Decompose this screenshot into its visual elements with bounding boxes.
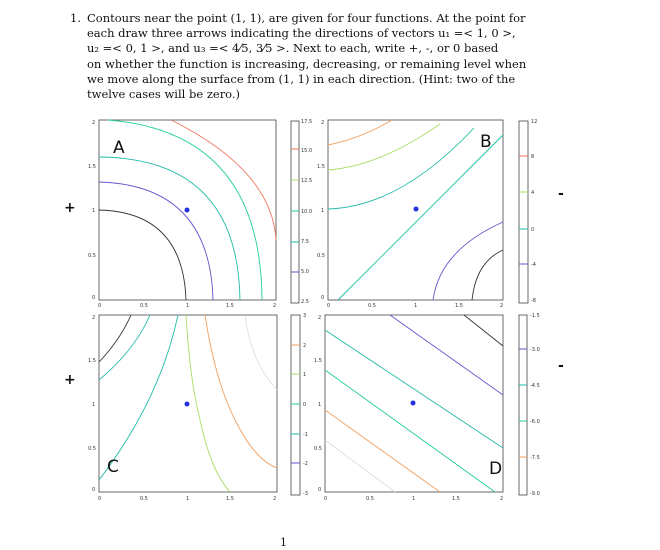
colorbar-frame	[291, 121, 299, 303]
colorbar-tick: -1	[303, 432, 308, 438]
x-tick-label: 2	[273, 303, 277, 309]
plot-a	[88, 120, 276, 309]
contour-line	[390, 315, 503, 395]
contour-line	[433, 222, 503, 300]
contour-line	[245, 315, 277, 390]
colorbar-tick: 0	[303, 402, 307, 408]
colorbar-b	[519, 119, 537, 304]
colorbar-tick: -9.0	[530, 491, 540, 497]
y-tick-label: 0	[92, 487, 96, 493]
contour-line	[328, 120, 392, 145]
page-number: 1	[280, 536, 287, 549]
colorbar-tick: 1	[303, 372, 307, 378]
contour-line	[325, 410, 440, 492]
colorbar-tick: 2	[303, 343, 307, 349]
plot-label: B	[480, 132, 492, 152]
colorbar-tick: 3	[303, 313, 307, 319]
colorbar-tick: 2.5	[301, 299, 309, 305]
colorbar-d	[519, 313, 540, 497]
y-tick-label: 0	[321, 295, 325, 301]
x-tick-label: 1	[186, 303, 190, 309]
problem-line: Contours near the point (1, 1), are given for four functions. At the point for	[87, 11, 526, 25]
colorbar-tick: -8	[531, 298, 536, 304]
x-tick-label: 2	[500, 303, 504, 309]
x-tick-label: 0	[98, 303, 102, 309]
y-tick-label: 2	[92, 120, 96, 126]
y-tick-label: 1	[92, 402, 96, 408]
y-tick-label: 1	[321, 208, 325, 214]
y-tick-label: 2	[318, 315, 322, 321]
plot-label: C	[107, 457, 119, 477]
contour-line	[325, 440, 395, 492]
problem-line: u₂ =< 0, 1 >, and u₃ =< 4⁄5, 3⁄5 >. Next to each, write +, -, or 0 based	[87, 41, 499, 56]
x-tick-label: 2	[500, 496, 504, 502]
y-tick-label: 0	[318, 487, 322, 493]
colorbar-tick: -6.0	[530, 419, 540, 425]
colorbar-tick: 12	[531, 119, 538, 125]
problem-line: on whether the function is increasing, decreasing, or remaining level when	[87, 56, 527, 71]
plot-label: D	[489, 459, 503, 479]
y-tick-label: 0	[92, 295, 96, 301]
y-tick-label: 1	[318, 402, 322, 408]
colorbar-tick: 4	[531, 190, 535, 196]
y-tick-label: 2	[321, 120, 325, 126]
x-tick-label: 1.5	[226, 303, 234, 309]
y-tick-label: 1.5	[88, 358, 96, 364]
colorbar-frame	[519, 315, 527, 495]
x-tick-label: 0	[324, 496, 328, 502]
plot-c	[88, 315, 277, 502]
contour-line	[99, 315, 150, 380]
x-tick-label: 0.5	[366, 496, 374, 502]
colorbar-tick: 8	[531, 154, 535, 160]
colorbar-tick: 10.0	[301, 209, 313, 215]
contour-line	[464, 315, 503, 346]
x-tick-label: 1	[186, 496, 190, 502]
x-tick-label: 1.5	[455, 303, 463, 309]
colorbar-tick: 0	[531, 227, 535, 233]
problem-number: 1.	[70, 11, 81, 25]
x-tick-label: 0.5	[368, 303, 376, 309]
handwritten-mark: +	[64, 372, 76, 388]
contour-line	[186, 315, 230, 492]
plot-b	[317, 120, 503, 309]
contour-line	[472, 250, 503, 300]
contour-line	[205, 315, 277, 468]
colorbar-frame	[519, 121, 528, 303]
x-tick-label: 0	[98, 496, 102, 502]
contour-line	[99, 182, 213, 300]
colorbar-tick: 15.0	[301, 148, 313, 154]
problem-line: each draw three arrows indicating the directions of vectors u₁ =< 1, 0 >,	[87, 26, 516, 41]
plot-d	[314, 315, 503, 502]
colorbar-tick: -3.0	[530, 347, 540, 353]
contour-line	[99, 315, 131, 362]
y-tick-label: 0.5	[317, 253, 325, 259]
plot-label: A	[113, 138, 125, 158]
contour-line	[328, 128, 474, 209]
x-tick-label: 0.5	[140, 496, 148, 502]
colorbar-tick: -3	[303, 491, 308, 497]
x-tick-label: 1	[412, 496, 416, 502]
colorbar-tick: -7.5	[530, 455, 540, 461]
colorbar-tick: 5.0	[301, 269, 309, 275]
colorbar-tick: -2	[303, 461, 308, 467]
x-tick-label: 2	[273, 496, 277, 502]
x-tick-label: 1	[414, 303, 418, 309]
colorbar-tick: -1.5	[530, 313, 540, 319]
colorbar-c	[291, 313, 308, 497]
contour-line	[99, 157, 240, 300]
colorbar-tick: -4.5	[530, 383, 540, 389]
contour-line	[328, 124, 440, 170]
y-tick-label: 1	[92, 208, 96, 214]
y-tick-label: 0.5	[88, 446, 96, 452]
x-tick-label: 1.5	[452, 496, 460, 502]
point-1-1	[411, 401, 416, 406]
point-1-1	[185, 208, 190, 213]
handwritten-mark: -	[558, 186, 564, 202]
point-1-1	[185, 402, 190, 407]
problem-line: we move along the surface from (1, 1) in each direction. (Hint: two of the	[87, 71, 516, 86]
colorbar-tick: 7.5	[301, 239, 309, 245]
handwritten-mark: -	[558, 358, 564, 374]
x-tick-label: 0.5	[140, 303, 148, 309]
contour-line	[99, 315, 178, 480]
colorbar-frame	[291, 315, 300, 495]
colorbar-tick: 12.5	[301, 178, 313, 184]
y-tick-label: 0.5	[88, 253, 96, 259]
problem-line: twelve cases will be zero.)	[87, 87, 241, 101]
contour-line	[325, 370, 495, 492]
y-tick-label: 0.5	[314, 446, 322, 452]
contour-line	[99, 210, 186, 300]
x-tick-label: 1.5	[226, 496, 234, 502]
handwritten-mark: +	[64, 200, 76, 216]
colorbar-tick: 17.5	[301, 119, 313, 125]
y-tick-label: 1.5	[88, 164, 96, 170]
y-tick-label: 2	[92, 315, 96, 321]
colorbar-tick: -4	[531, 262, 536, 268]
colorbar-a	[291, 119, 312, 305]
x-tick-label: 0	[327, 303, 331, 309]
point-1-1	[414, 207, 419, 212]
y-tick-label: 1.5	[317, 164, 325, 170]
y-tick-label: 1.5	[314, 358, 322, 364]
